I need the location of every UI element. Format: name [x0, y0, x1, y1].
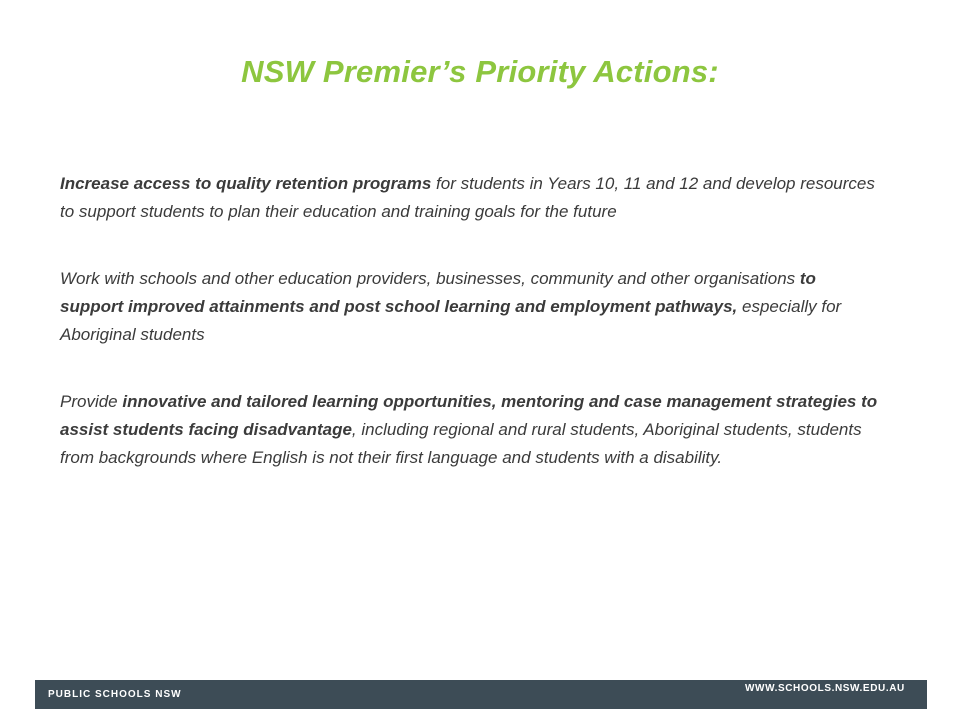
footer-org-name: PUBLIC SCHOOLS NSW [48, 689, 182, 700]
footer-bar [35, 680, 927, 709]
footer-website-link[interactable]: WWW.SCHOOLS.NSW.EDU.AU [745, 683, 905, 694]
action-2-text-start: Work with schools and other education providers, businesses, community and other organisations [60, 269, 800, 288]
priority-action-2 [60, 265, 880, 349]
action-2-emphasis: to support improved attainments and post school learning and employment pathways, [60, 269, 816, 316]
action-3-text-end: , including regional and rural students, Aboriginal students, students from backgrounds where English is not their first language and students with a disability. [60, 420, 862, 467]
action-3-emphasis: innovative and tailored learning opportunities, mentoring and case management strategies to assist students facing disadvantage [60, 392, 878, 439]
action-3-text-start: Provide [60, 392, 123, 411]
priority-action-1 [60, 170, 880, 226]
slide-title: NSW Premier’s Priority Actions: [241, 54, 719, 89]
slide-body [60, 170, 880, 511]
action-1-text: for students in Years 10, 11 and 12 and develop resources to support students to plan their education and training goals for the future [60, 174, 875, 221]
action-1-emphasis: Increase access to quality retention programs [60, 174, 432, 193]
priority-action-3 [60, 388, 880, 472]
action-2-text-end: especially for Aboriginal students [60, 297, 842, 344]
